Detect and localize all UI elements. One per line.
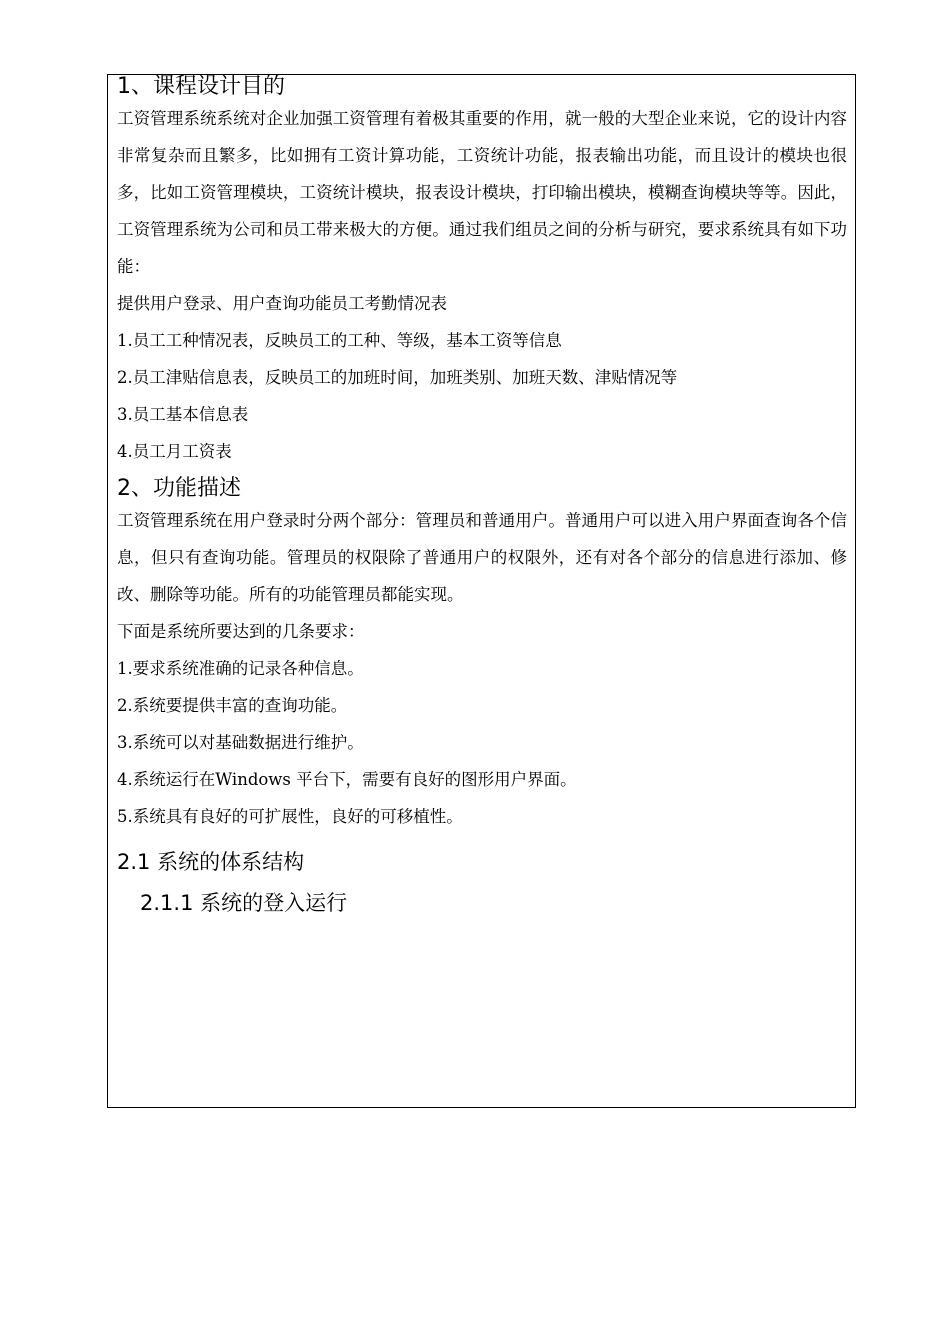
section-2-list-item: 3.系统可以对基础数据进行维护。 <box>117 733 364 752</box>
section-2-1-1-heading: 2.1.1 系统的登入运行 <box>140 891 348 915</box>
section-1-list-item: 4.员工月工资表 <box>117 442 232 461</box>
section-1-list-item: 2.员工津贴信息表，反映员工的加班时间，加班类别、加班天数、津贴情况等 <box>117 368 678 387</box>
section-2-list-item: 1.要求系统准确的记录各种信息。 <box>117 659 364 678</box>
section-2-heading: 2、功能描述 <box>117 476 241 501</box>
section-1-paragraph: 工资管理系统系统对企业加强工资管理有着极其重要的作用，就一般的大型企业来说，它的设计内容非常复杂而且繁多，比如拥有工资计算功能，工资统计功能，报表输出功能，而且设计的模块也很多，比如工资管理模块，工资统计模块，报表设计模块，打印输出模块，模糊查询模块等等。因此，工资管理系统为公司和员工带来极大的方便。通过我们组员之间的分析与研究，要求系统具有如下功能： <box>117 109 847 276</box>
section-2-1-heading: 2.1 系统的体系结构 <box>117 850 305 874</box>
section-2-list-item: 4.系统运行在Windows 平台下，需要有良好的图形用户界面。 <box>117 770 577 789</box>
section-1-list-item: 1.员工工种情况表，反映员工的工种、等级，基本工资等信息 <box>117 331 562 350</box>
section-2-list-item: 5.系统具有良好的可扩展性，良好的可移植性。 <box>117 807 463 826</box>
section-2-paragraph: 工资管理系统在用户登录时分两个部分：管理员和普通用户。普通用户可以进入用户界面查询各个信息，但只有查询功能。管理员的权限除了普通用户的权限外，还有对各个部分的信息进行添加、修改、删除等功能。所有的功能管理员都能实现。 <box>117 511 847 604</box>
section-2-intro-line: 下面是系统所要达到的几条要求： <box>117 622 365 641</box>
section-2-list-item: 2.系统要提供丰富的查询功能。 <box>117 696 348 715</box>
section-1-list-item: 3.员工基本信息表 <box>117 405 249 424</box>
section-1-intro-line: 提供用户登录、用户查询功能员工考勤情况表 <box>117 294 447 313</box>
section-1-heading: 1、课程设计目的 <box>117 74 285 99</box>
document-body <box>117 74 847 920</box>
